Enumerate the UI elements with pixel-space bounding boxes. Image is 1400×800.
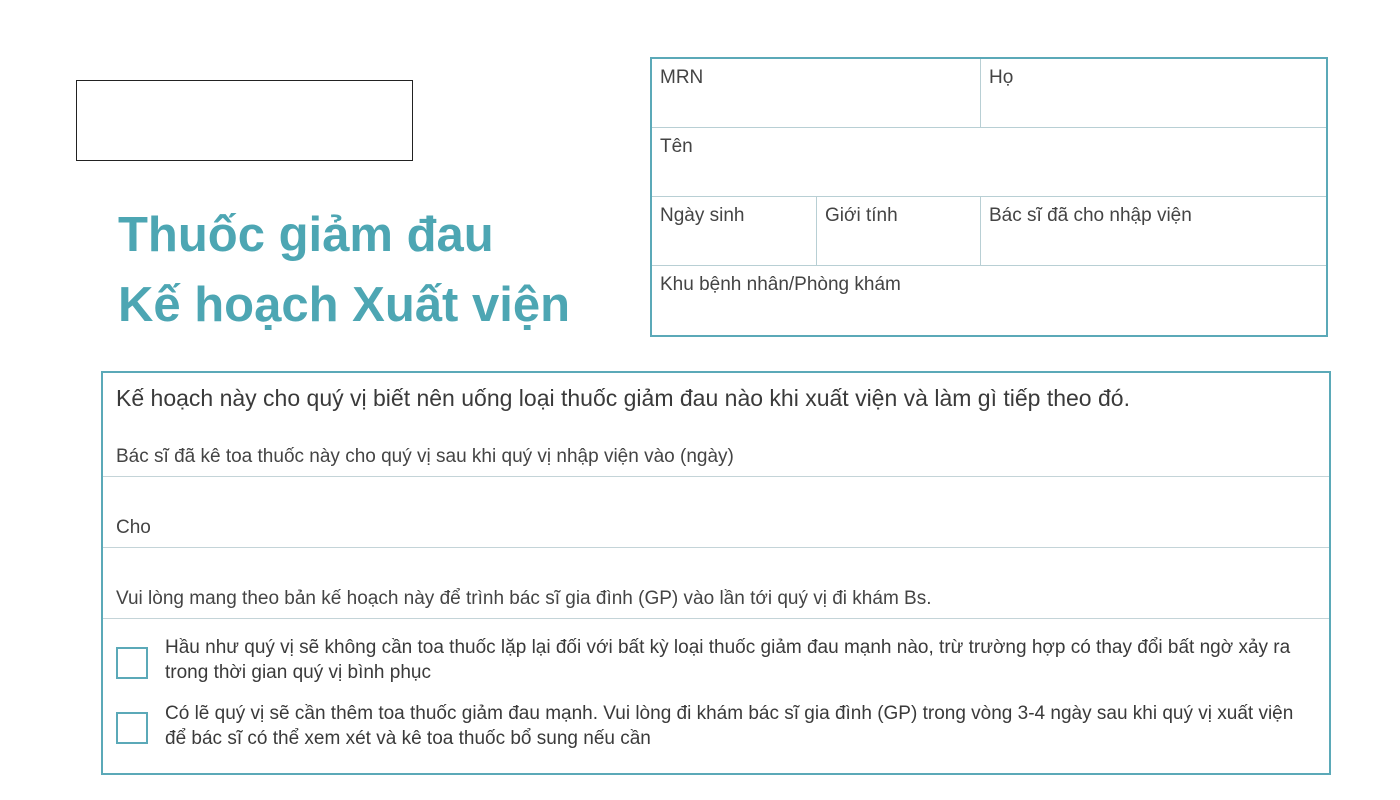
discharge-plan-box: [101, 371, 1331, 775]
title-line-1: Thuốc giảm đau: [118, 208, 494, 262]
surname-field[interactable]: [981, 59, 1326, 127]
surname-label: Họ: [989, 67, 1014, 88]
plan-row-prescribed[interactable]: [103, 373, 1329, 477]
prescribed-date-label: Bác sĩ đã kê toa thuốc này cho quý vị sau khi quý vị nhập viện vào (ngày): [116, 446, 734, 467]
option-no-repeat-checkbox[interactable]: [116, 647, 148, 679]
dob-field[interactable]: [652, 197, 817, 265]
logo-placeholder: [76, 80, 413, 161]
page-title: [118, 200, 570, 340]
patient-details-box: [650, 57, 1328, 337]
patient-row-1: [652, 59, 1326, 128]
given-name-field[interactable]: [652, 128, 1326, 196]
admitting-doctor-label: Bác sĩ đã cho nhập viện: [989, 205, 1192, 226]
ward-field[interactable]: [652, 266, 1326, 335]
given-name-label: Tên: [660, 136, 693, 157]
patient-row-3: [652, 197, 1326, 266]
plan-row-for[interactable]: [103, 477, 1329, 548]
sex-field[interactable]: [817, 197, 981, 265]
title-line-2: Kế hoạch Xuất viện: [118, 278, 571, 332]
patient-row-4: [652, 266, 1326, 335]
mrn-field[interactable]: [652, 59, 981, 127]
option-need-more-checkbox[interactable]: [116, 712, 148, 744]
option-need-more-text: Có lẽ quý vị sẽ cần thêm toa thuốc giảm đau mạnh. Vui lòng đi khám bác sĩ gia đình (GP) trong vòng 3-4 ngày sau khi quý vị xuất viện để bác sĩ có thể xem xét và kê toa thuốc bổ sung nếu cần: [165, 703, 1294, 749]
gp-label: Vui lòng mang theo bản kế hoạch này để trình bác sĩ gia đình (GP) vào lần tới quý vị đi khám Bs.: [116, 588, 932, 609]
mrn-label: MRN: [660, 67, 704, 88]
option-no-repeat-text: Hầu như quý vị sẽ không cần toa thuốc lặp lại đối với bất kỳ loại thuốc giảm đau mạnh nào, trừ trường hợp có thay đổi bất ngờ xảy ra trong thời gian quý vị bình phục: [165, 637, 1291, 683]
dob-label: Ngày sinh: [660, 205, 745, 226]
sex-label: Giới tính: [825, 205, 898, 226]
ward-label: Khu bệnh nhân/Phòng khám: [660, 274, 901, 295]
plan-row-gp[interactable]: [103, 548, 1329, 619]
admitting-doctor-field[interactable]: [981, 197, 1326, 265]
patient-row-2: [652, 128, 1326, 197]
plan-intro-text: Kế hoạch này cho quý vị biết nên uống loại thuốc giảm đau nào khi xuất viện và làm gì tiếp theo đó.: [116, 385, 1130, 411]
for-label: Cho: [116, 517, 151, 538]
checkbox-options: [103, 619, 1329, 773]
